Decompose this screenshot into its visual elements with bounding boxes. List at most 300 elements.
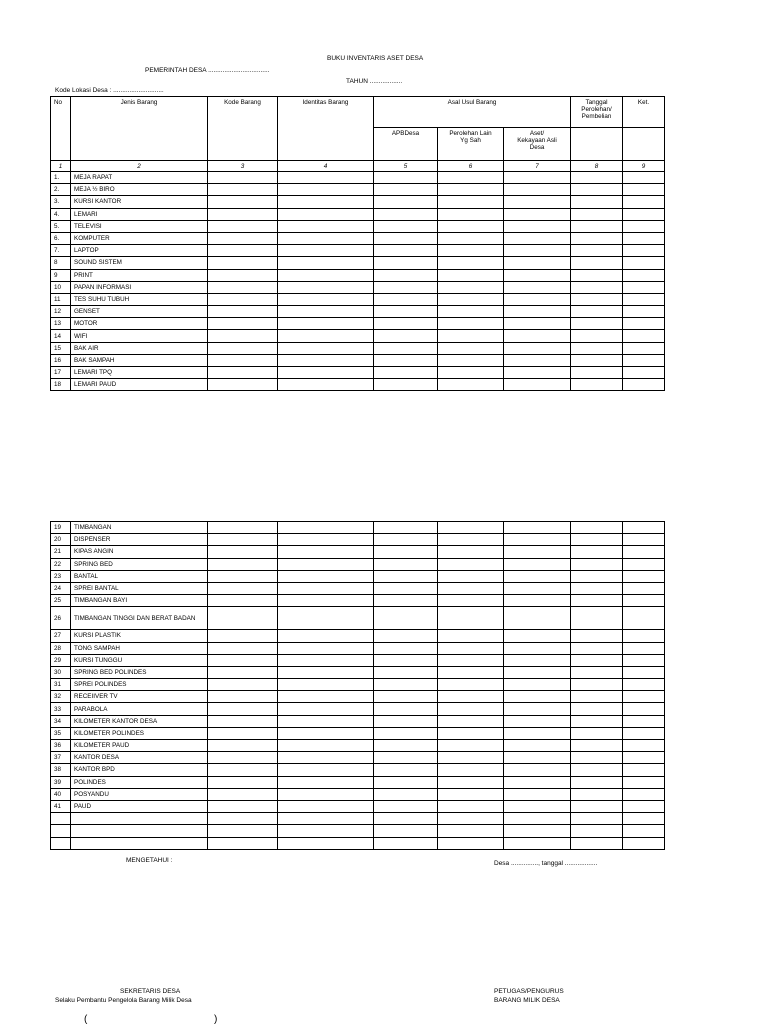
row-number: [51, 837, 71, 849]
empty-cell: [571, 654, 623, 666]
table-row: [51, 281, 665, 293]
empty-cell: [438, 727, 504, 739]
empty-cell: [208, 825, 278, 837]
empty-cell: [374, 570, 438, 582]
empty-cell: [623, 522, 665, 534]
row-number: 30: [51, 666, 71, 678]
empty-cell: [504, 330, 571, 342]
empty-cell: [374, 715, 438, 727]
empty-cell: [374, 220, 438, 232]
item-name: SPRING BED: [71, 558, 208, 570]
empty-cell: [623, 727, 665, 739]
table-row: [51, 752, 665, 764]
empty-cell: [571, 642, 623, 654]
row-number: 9: [51, 269, 71, 281]
empty-cell: [374, 342, 438, 354]
table-row: [51, 342, 665, 354]
item-name: KIPAS ANGIN: [71, 546, 208, 558]
item-name: KURSI PLASTIK: [71, 630, 208, 642]
empty-cell: [438, 595, 504, 607]
empty-cell: [504, 727, 571, 739]
col-number: 4: [278, 161, 374, 172]
empty-cell: [278, 691, 374, 703]
item-name: KURSI KANTOR: [71, 196, 208, 208]
empty-cell: [571, 379, 623, 391]
empty-cell: [438, 800, 504, 812]
empty-cell: [623, 691, 665, 703]
row-number: 34: [51, 715, 71, 727]
empty-cell: [374, 800, 438, 812]
empty-cell: [438, 257, 504, 269]
table-row: [51, 825, 665, 837]
empty-cell: [571, 582, 623, 594]
empty-cell: [208, 269, 278, 281]
row-number: 3.: [51, 196, 71, 208]
empty-cell: [278, 281, 374, 293]
empty-cell: [438, 788, 504, 800]
inventory-table-page1: [50, 96, 665, 391]
table-row: [51, 788, 665, 800]
empty-cell: [208, 776, 278, 788]
item-name: KOMPUTER: [71, 232, 208, 244]
row-number: 16: [51, 354, 71, 366]
empty-cell: [278, 546, 374, 558]
item-name: TES SUHU TUBUH: [71, 293, 208, 305]
table-row: [51, 220, 665, 232]
empty-cell: [278, 208, 374, 220]
col-number: 7: [504, 161, 571, 172]
empty-cell: [438, 607, 504, 630]
col-number: 2: [71, 161, 208, 172]
row-number: 13: [51, 318, 71, 330]
empty-cell: [208, 764, 278, 776]
empty-cell: [571, 825, 623, 837]
pemerintah-desa-label: PEMERINTAH DESA ..................................: [145, 67, 270, 74]
empty-cell: [571, 715, 623, 727]
empty-cell: [438, 232, 504, 244]
item-name: TIMBANGAN TINGGI DAN BERAT BADAN: [71, 607, 208, 630]
empty-cell: [438, 245, 504, 257]
row-number: 17: [51, 367, 71, 379]
table-row: [51, 679, 665, 691]
empty-cell: [278, 679, 374, 691]
empty-cell: [208, 522, 278, 534]
empty-cell: [208, 534, 278, 546]
row-number: [51, 813, 71, 825]
empty-cell: [504, 752, 571, 764]
row-number: 18: [51, 379, 71, 391]
empty-cell: [504, 642, 571, 654]
empty-cell: [623, 172, 665, 184]
item-name: TIMBANGAN BAYI: [71, 595, 208, 607]
row-number: 12: [51, 306, 71, 318]
empty-cell: [374, 691, 438, 703]
empty-cell: [278, 558, 374, 570]
empty-cell: [623, 788, 665, 800]
table-row: [51, 522, 665, 534]
empty-cell: [571, 196, 623, 208]
empty-cell: [438, 208, 504, 220]
empty-cell: [623, 257, 665, 269]
table-row: [51, 595, 665, 607]
empty-cell: [374, 196, 438, 208]
empty-cell: [374, 293, 438, 305]
item-name: BAK SAMPAH: [71, 354, 208, 366]
item-name: MEJA ½ BIRO: [71, 184, 208, 196]
empty-cell: [623, 232, 665, 244]
empty-cell: [623, 764, 665, 776]
empty-cell: [278, 764, 374, 776]
signature-open-paren: (: [84, 1014, 88, 1025]
empty-cell: [278, 293, 374, 305]
empty-cell: [504, 825, 571, 837]
empty-cell: [374, 776, 438, 788]
empty-cell: [278, 330, 374, 342]
empty-cell: [504, 800, 571, 812]
col-header-asal: Asal Usul Barang: [374, 97, 571, 128]
table-row: [51, 379, 665, 391]
empty-cell: [571, 232, 623, 244]
col-number: 9: [623, 161, 665, 172]
empty-cell: [504, 679, 571, 691]
empty-cell: [438, 813, 504, 825]
empty-cell: [623, 800, 665, 812]
row-number: 27: [51, 630, 71, 642]
empty-cell: [208, 196, 278, 208]
empty-cell: [374, 788, 438, 800]
empty-cell: [278, 342, 374, 354]
empty-cell: [571, 558, 623, 570]
empty-cell: [504, 837, 571, 849]
table-row: [51, 691, 665, 703]
empty-cell: [208, 172, 278, 184]
empty-cell: [208, 813, 278, 825]
col-number: 8: [571, 161, 623, 172]
col-number: 5: [374, 161, 438, 172]
empty-cell: [623, 825, 665, 837]
item-name: BAK AIR: [71, 342, 208, 354]
empty-cell: [208, 232, 278, 244]
empty-cell: [208, 220, 278, 232]
empty-cell: [208, 293, 278, 305]
row-number: 39: [51, 776, 71, 788]
empty-cell: [571, 522, 623, 534]
empty-cell: [374, 379, 438, 391]
table-row: [51, 727, 665, 739]
empty-cell: [438, 740, 504, 752]
empty-cell: [571, 630, 623, 642]
item-name: MEJA RAPAT: [71, 172, 208, 184]
empty-cell: [623, 330, 665, 342]
empty-cell: [374, 813, 438, 825]
item-name: PAPAN INFORMASI: [71, 281, 208, 293]
row-number: 5.: [51, 220, 71, 232]
empty-cell: [208, 703, 278, 715]
empty-cell: [623, 354, 665, 366]
empty-cell: [504, 654, 571, 666]
empty-cell: [438, 715, 504, 727]
table-row: [51, 330, 665, 342]
empty-cell: [504, 534, 571, 546]
empty-cell: [374, 595, 438, 607]
item-name: DISPENSER: [71, 534, 208, 546]
empty-cell: [623, 703, 665, 715]
item-name: PAUD: [71, 800, 208, 812]
empty-cell: [374, 269, 438, 281]
empty-cell: [374, 727, 438, 739]
empty-cell: [438, 293, 504, 305]
empty-cell: [278, 776, 374, 788]
item-name: KILOMETER POLINDES: [71, 727, 208, 739]
col-header-jenis: Jenis Barang: [71, 97, 208, 161]
col-header-no: No: [51, 97, 71, 161]
empty-cell: [504, 318, 571, 330]
empty-cell: [438, 220, 504, 232]
row-number: 22: [51, 558, 71, 570]
empty-cell: [623, 642, 665, 654]
empty-cell: [278, 607, 374, 630]
empty-cell: [374, 825, 438, 837]
item-name: [71, 813, 208, 825]
empty-cell: [623, 558, 665, 570]
empty-cell: [623, 837, 665, 849]
empty-cell: [208, 558, 278, 570]
empty-cell: [504, 595, 571, 607]
empty-cell: [208, 570, 278, 582]
empty-cell: [504, 607, 571, 630]
empty-cell: [374, 245, 438, 257]
empty-cell: [278, 642, 374, 654]
kode-lokasi-label: Kode Lokasi Desa : ............................: [55, 87, 164, 94]
empty-cell: [623, 281, 665, 293]
table-row: [51, 232, 665, 244]
empty-cell: [278, 703, 374, 715]
item-name: KURSI TUNGGU: [71, 654, 208, 666]
empty-cell: [438, 654, 504, 666]
item-name: WIFI: [71, 330, 208, 342]
empty-cell: [208, 654, 278, 666]
empty-cell: [374, 740, 438, 752]
empty-cell: [278, 184, 374, 196]
empty-cell: [438, 269, 504, 281]
empty-cell: [208, 666, 278, 678]
empty-cell: [374, 232, 438, 244]
empty-cell: [438, 522, 504, 534]
item-name: LEMARI PAUD: [71, 379, 208, 391]
empty-cell: [504, 257, 571, 269]
empty-cell: [504, 740, 571, 752]
empty-cell: [278, 522, 374, 534]
col-header-identitas: Identitas Barang: [278, 97, 374, 161]
table-row: [51, 800, 665, 812]
row-number: 20: [51, 534, 71, 546]
empty-cell: [623, 196, 665, 208]
item-name: MOTOR: [71, 318, 208, 330]
empty-cell: [278, 715, 374, 727]
row-number: 32: [51, 691, 71, 703]
row-number: 36: [51, 740, 71, 752]
empty-cell: [504, 666, 571, 678]
empty-cell: [571, 679, 623, 691]
item-name: TONG SAMPAH: [71, 642, 208, 654]
row-number: 38: [51, 764, 71, 776]
empty-cell: [504, 715, 571, 727]
empty-cell: [374, 318, 438, 330]
empty-cell: [278, 367, 374, 379]
row-number: 31: [51, 679, 71, 691]
empty-cell: [438, 764, 504, 776]
empty-cell: [438, 570, 504, 582]
col-header-tanggal: Tanggal Perolehan/ Pembelian: [571, 97, 623, 128]
empty-cell: [374, 837, 438, 849]
row-number: 11: [51, 293, 71, 305]
item-name: KANTOR DESA: [71, 752, 208, 764]
empty-cell: [208, 752, 278, 764]
empty-cell: [571, 703, 623, 715]
empty-cell: [278, 654, 374, 666]
empty-cell: [374, 642, 438, 654]
empty-cell: [208, 595, 278, 607]
empty-cell: [278, 813, 374, 825]
item-name: TIMBANGAN: [71, 522, 208, 534]
item-name: TELEVISI: [71, 220, 208, 232]
empty-cell: [571, 245, 623, 257]
empty-cell: [571, 293, 623, 305]
empty-cell: [504, 788, 571, 800]
empty-cell: [208, 257, 278, 269]
table-row: [51, 306, 665, 318]
empty-cell: [374, 534, 438, 546]
empty-cell: [278, 306, 374, 318]
empty-cell: [623, 776, 665, 788]
empty-cell: [623, 379, 665, 391]
item-name: [71, 825, 208, 837]
row-number: 37: [51, 752, 71, 764]
item-name: BANTAL: [71, 570, 208, 582]
empty-cell: [278, 379, 374, 391]
empty-cell: [374, 630, 438, 642]
empty-cell: [623, 342, 665, 354]
empty-cell: [438, 642, 504, 654]
empty-cell: [278, 800, 374, 812]
item-name: PARABOLA: [71, 703, 208, 715]
empty-cell: [278, 727, 374, 739]
empty-cell: [504, 367, 571, 379]
col-number: 6: [438, 161, 504, 172]
empty-cell: [438, 281, 504, 293]
table-row: [51, 257, 665, 269]
empty-cell: [208, 208, 278, 220]
signature-close-paren: ): [214, 1014, 218, 1025]
empty-cell: [623, 607, 665, 630]
empty-cell: [623, 752, 665, 764]
empty-cell: [504, 703, 571, 715]
table-row: [51, 570, 665, 582]
empty-cell: [504, 582, 571, 594]
empty-cell: [571, 342, 623, 354]
item-name: SOUND SISTEM: [71, 257, 208, 269]
empty-cell: [278, 172, 374, 184]
item-name: SPREI BANTAL: [71, 582, 208, 594]
empty-cell: [504, 558, 571, 570]
empty-cell: [208, 715, 278, 727]
empty-cell: [623, 318, 665, 330]
empty-cell: [374, 546, 438, 558]
table-row: [51, 318, 665, 330]
empty-cell: [504, 570, 571, 582]
empty-cell: [623, 570, 665, 582]
empty-cell: [374, 607, 438, 630]
empty-cell: [571, 800, 623, 812]
empty-cell: [278, 788, 374, 800]
empty-cell: [571, 172, 623, 184]
empty-cell: [438, 679, 504, 691]
empty-cell: [623, 666, 665, 678]
empty-cell: [438, 342, 504, 354]
table-row: [51, 654, 665, 666]
empty-cell: [208, 679, 278, 691]
empty-cell: [571, 666, 623, 678]
empty-cell: [374, 752, 438, 764]
empty-cell: [623, 630, 665, 642]
empty-cell: [571, 367, 623, 379]
empty-cell: [504, 379, 571, 391]
empty-cell: [623, 245, 665, 257]
empty-cell: [571, 534, 623, 546]
table-row: [51, 196, 665, 208]
empty-cell: [208, 582, 278, 594]
empty-cell: [571, 257, 623, 269]
empty-cell: [374, 257, 438, 269]
row-number: 33: [51, 703, 71, 715]
empty-cell: [208, 342, 278, 354]
empty-cell: [374, 330, 438, 342]
empty-cell: [278, 837, 374, 849]
table-row: [51, 582, 665, 594]
empty-cell: [438, 330, 504, 342]
row-number: 8: [51, 257, 71, 269]
empty-cell: [438, 196, 504, 208]
row-number: 29: [51, 654, 71, 666]
row-number: 19: [51, 522, 71, 534]
row-number: 21: [51, 546, 71, 558]
empty-cell: [208, 354, 278, 366]
empty-cell: [571, 269, 623, 281]
empty-cell: [208, 788, 278, 800]
empty-cell: [571, 752, 623, 764]
empty-cell: [571, 788, 623, 800]
row-number: 4.: [51, 208, 71, 220]
row-number: 15: [51, 342, 71, 354]
empty-cell: [504, 813, 571, 825]
table-row: [51, 184, 665, 196]
empty-cell: [438, 825, 504, 837]
empty-cell: [504, 522, 571, 534]
empty-cell: [278, 220, 374, 232]
empty-cell: [374, 184, 438, 196]
empty-cell: [623, 306, 665, 318]
empty-cell: [208, 306, 278, 318]
empty-cell: [571, 208, 623, 220]
table-row: [51, 740, 665, 752]
empty-cell: [571, 813, 623, 825]
table-row: [51, 666, 665, 678]
row-number: 28: [51, 642, 71, 654]
empty-cell: [504, 630, 571, 642]
empty-cell: [504, 245, 571, 257]
table-row: [51, 776, 665, 788]
empty-cell: [571, 776, 623, 788]
